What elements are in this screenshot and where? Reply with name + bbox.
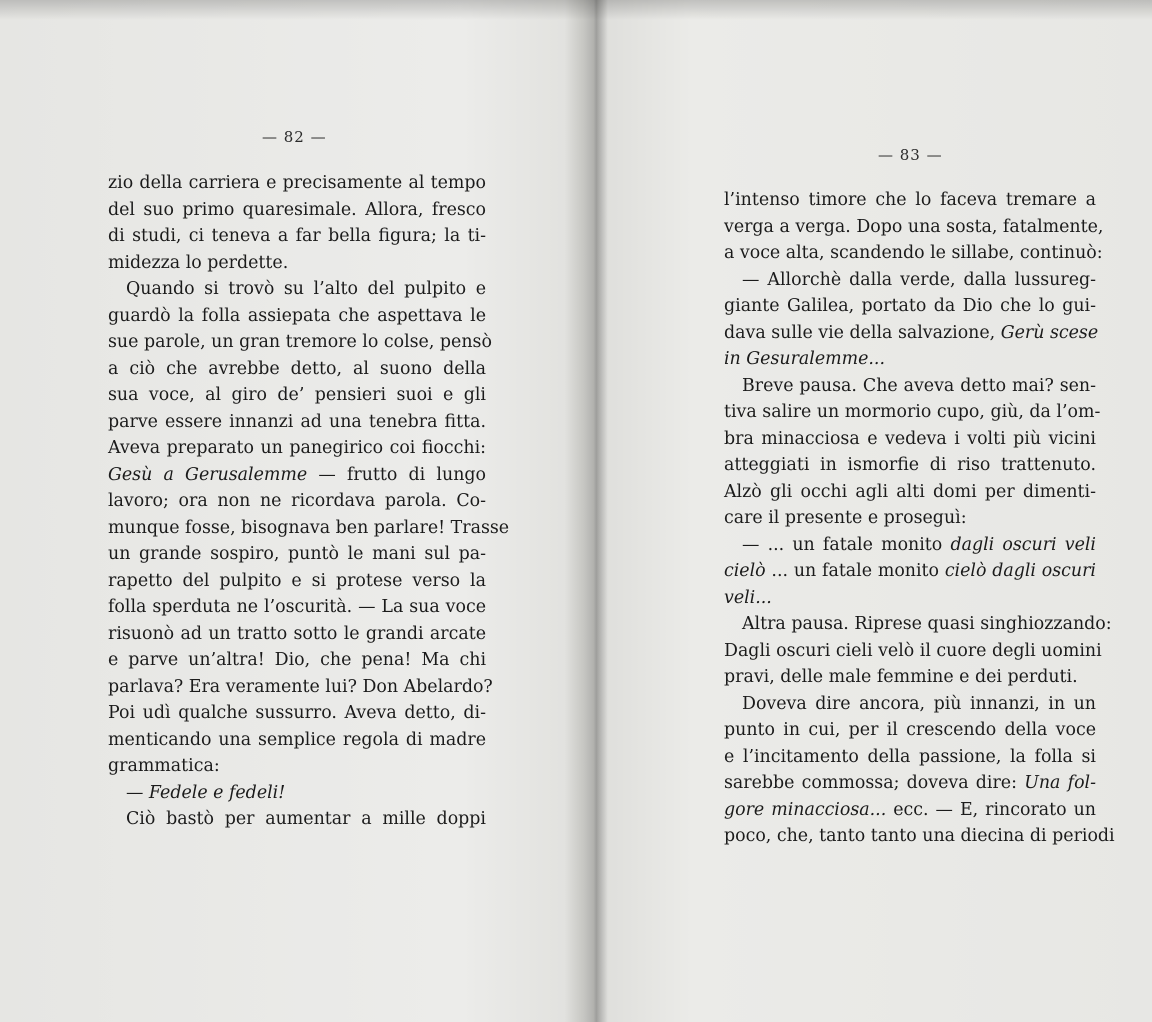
text-line [108,197,486,224]
text-run: di studi, ci teneva a far bella figura; la ti- [108,226,486,246]
text-line [724,611,1112,638]
text-run: risuonò ad un tratto sotto le grandi arcate [108,623,486,644]
text-line [108,700,486,727]
text-run: Aveva preparato un panegirico coi fiocchi: [108,438,486,458]
text-run: atteggiati in ismorfie di riso trattenuto. [724,455,1096,475]
text-run: zio della carriera e precisamente al tempo [108,173,486,193]
text-run: Alzò gli occhi agli alti domi per dimenti- [724,481,1096,502]
text-line [108,647,486,674]
text-line [724,558,1096,585]
page-text [724,187,1115,850]
text-line [108,276,486,303]
italic-text: veli... [724,587,772,608]
text-run: — ... un fatale monito [742,534,951,555]
text-run: e l’incitamento della passione, la folla si [724,746,1096,767]
text-run: dava sulle vie della salvazione, [724,322,1001,343]
text-line [724,479,1096,506]
text-line [108,568,486,595]
text-line [724,797,1096,824]
text-line [108,435,486,462]
text-line [108,727,486,754]
text-run: tiva salire un mormorio cupo, giù, da l’om- [724,402,1101,422]
text-run: parve essere innanzi ad una tenebra fitta. [108,411,486,432]
text-run: l’intenso timore che lo faceva tremare a [724,190,1096,210]
text-run: folla sperduta ne l’oscurità. — La sua voce [108,597,486,617]
text-line [108,780,486,807]
text-run: Poi udì qualche sussurro. Aveva detto, di- [108,703,486,723]
text-line [108,223,486,250]
text-line [724,770,1096,797]
text-run: menticando una semplice regola di madre [108,729,486,750]
text-run: ecc. — E, rincorato un [886,799,1096,820]
text-line [724,585,1096,612]
text-run: poco, che, tanto tanto una diecina di periodi [724,826,1115,846]
text-line [724,293,1096,320]
text-line [724,373,1096,400]
text-line [108,329,492,356]
page-number: — 82 — [262,128,327,146]
text-run: midezza lo perdette. [108,252,289,273]
text-line [724,346,1096,373]
text-line [108,753,486,780]
text-run: bra minacciosa e vedeva i volti più vicini [724,428,1096,449]
italic-text: Gerù scese [1000,322,1099,343]
text-line [108,462,486,489]
text-run: verga a verga. Dopo una sosta, fatalmente, [724,216,1104,237]
text-line [724,638,1102,665]
text-run: Ciò bastò per aumentar a mille doppi [126,809,486,829]
text-run: — Allorchè dalla verde, dalla lussureg- [742,269,1096,290]
text-line [724,399,1101,426]
text-line [724,691,1096,718]
text-run: Altra pausa. Riprese quasi singhiozzando: [742,614,1112,634]
page-number: — 83 — [878,146,943,164]
italic-text: in Gesuralemme... [724,349,885,369]
text-run: sarebbe commossa; doveva dire: [724,773,1025,793]
text-run: giante Galilea, portato da Dio che lo gui- [724,296,1096,316]
text-line [108,621,486,648]
text-run: munque fosse, bisognava ben parlare! Trasse [108,517,510,538]
italic-text: Una fol- [1024,773,1096,793]
page-text [108,170,510,833]
text-run: Doveva dire ancora, più innanzi, in un [742,693,1096,714]
text-line [724,320,1099,347]
text-line [724,267,1096,294]
text-line [724,505,1096,532]
italic-text: Gesù a Gerusalemme [108,464,308,485]
text-line [108,303,486,330]
text-run: del suo primo quaresimale. Allora, fresco [108,199,486,220]
text-line [108,409,486,436]
text-run: ... un fatale monito [765,561,945,581]
text-line [108,674,493,701]
text-run: e parve un’altra! Dio, che pena! Ma chi [108,650,486,670]
text-line [108,541,486,568]
text-line [724,214,1104,241]
text-run: — [126,782,149,803]
text-line [108,170,486,197]
text-line [108,594,486,621]
italic-text: gore minacciosa... [724,799,887,820]
text-line [724,664,1096,691]
text-run: — frutto di lungo [307,464,486,485]
text-line [724,187,1096,214]
text-run: care il presente e proseguì: [724,508,967,528]
text-run: pravi, delle male femmine e dei perduti. [724,667,1078,687]
text-line [724,823,1115,850]
text-line [724,452,1096,479]
text-line [724,426,1096,453]
text-run: guardò la folla assiepata che aspettava le [108,305,486,326]
text-run: punto in cui, per il crescendo della voce [724,720,1096,740]
italic-text: cielò [724,561,766,581]
right-page [600,0,1152,1022]
text-line [724,717,1096,744]
text-run: un grande sospiro, puntò le mani sul pa- [108,544,486,564]
text-line [108,515,510,542]
text-run: sue parole, un gran tremore lo colse, pensò [108,332,492,352]
text-run: a voce alta, scandendo le sillabe, continuò: [724,243,1103,263]
text-line [108,356,486,383]
italic-text: dagli oscuri veli [950,534,1096,555]
text-line [108,806,486,833]
text-run: Quando si trovò su l’alto del pulpito e [126,279,486,299]
italic-text: Fedele e fedeli! [148,782,286,803]
text-line [724,240,1103,267]
text-line [108,488,486,515]
text-run: rapetto del pulpito e si protese verso la [108,570,486,591]
text-run: Breve pausa. Che aveva detto mai? sen- [742,375,1096,396]
text-run: lavoro; ora non ne ricordava parola. Co- [108,491,486,511]
text-run: grammatica: [108,756,220,776]
text-line [108,250,486,277]
text-line [108,382,486,409]
text-line [724,744,1096,771]
text-run: a ciò che avrebbe detto, al suono della [108,358,486,379]
text-run: Dagli oscuri cieli velò il cuore degli uomini [724,640,1102,661]
italic-text: cielò dagli oscuri [944,561,1096,581]
text-run: parlava? Era veramente lui? Don Abelardo? [108,676,493,697]
text-run: sua voce, al giro de’ pensieri suoi e gli [108,385,486,405]
text-line [724,532,1096,559]
